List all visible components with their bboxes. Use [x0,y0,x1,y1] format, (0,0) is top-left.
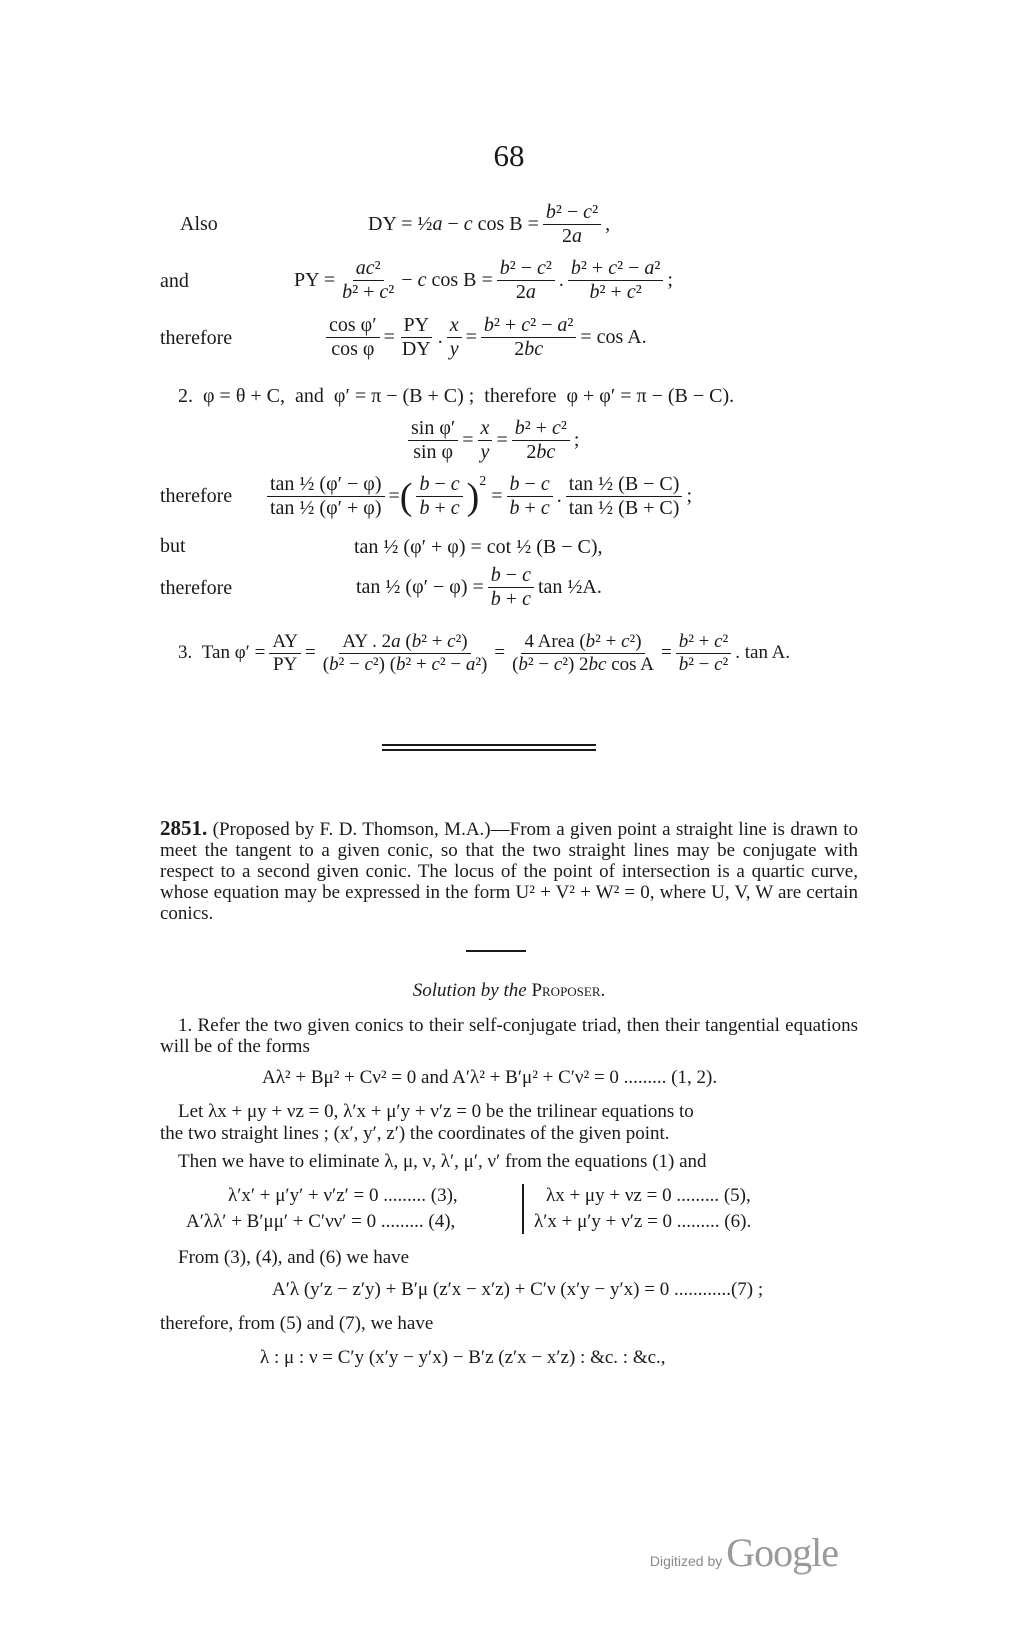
item2-line: 2. φ = θ + C, and φ′ = π − (B + C) ; therefore φ + φ′ = π − (B − C). [178,385,735,407]
also-label: Also [180,213,218,235]
digitized-label: Digitized by [649,1553,723,1569]
therefore-equation-3: tan ½ (φ′ − φ) = $\frac{b - c}{b + c}$ tan ½A. [356,564,602,610]
column-divider [522,1184,524,1234]
page-number: 68 [493,138,525,173]
separator-rule-bottom [382,749,596,751]
solution-paragraph-5: therefore, from (5) and (7), we have [160,1313,434,1334]
equation-4: A′λλ′ + B′μμ′ + C′νν′ = 0 ......... (4), [186,1211,456,1232]
solution-paragraph-4: From (3), (4), and (6) we have [178,1247,410,1268]
and-equation: PY = $\frac{\text{ac²}}{\text{b² + c²}}$ − c cos B = $\frac{\text{b² − c²}}{2a}$ . $\frac{\text{b² + c² − a²}}{\text{b² + c²}}$ ; [294,257,673,303]
therefore-label-1: therefore [160,327,233,349]
but-label: but [160,535,186,557]
google-logo: Google [726,1530,838,1575]
solution-paragraph-2b: the two straight lines ; (x′, y′, z′) the coordinates of the given point. [160,1123,670,1144]
therefore-equation-1: $\frac{\text{cos φ′}}{\text{cos φ}}$ = $\frac{PY}{DY}$ . $\frac{x}{y}$ = $\frac{\text{b² + c² − a²}}{2bc}$ = cos A. [322,315,647,360]
solution-heading: Solution by the Proposer. [412,980,606,1001]
item2-sin-equation: $\frac{\text{sin φ′}}{\text{sin φ}}$ = $\frac{x}{y}$ = $\frac{\text{b² + c²}}{2bc}$ ; [404,418,579,463]
equation-7: A′λ (y′z − z′y) + B′μ (z′x − x′z) + C′ν (x′y − y′x) = 0 ............(7) ; [272,1279,764,1300]
also-equation: DY = ½a − c cos B = $\frac{\text{b² − c²}}{2a}$ , [368,201,611,247]
and-label: and [160,270,189,292]
solution-paragraph-3: Then we have to eliminate λ, μ, ν, λ′, μ′, ν′ from the equations (1) and [178,1151,707,1172]
problem-statement [160,818,858,924]
short-rule [466,950,526,952]
separator-rule-top [382,744,596,746]
equation-6: λ′x + μ′y + ν′z = 0 ......... (6). [534,1211,752,1232]
google-watermark [650,1529,838,1576]
item3-equation: 3. Tan φ′ = $\frac{AY}{PY}$ = $\frac{\text{AY . 2a (b² + c²)}}{\text{(b² − c²) (b² + c² − a²)}}$ = $\frac{\text{4 Area (b² + c²)}}{\text{(b² − c²) 2bc cos A}}$ = $\frac{\text{b² + c²}}{\text{b² − c²}}$ . tan A. [178,631,791,675]
therefore-label-3: therefore [160,577,233,599]
therefore-equation-2: $\frac{\text{tan ½ (φ′ − φ)}}{\text{tan ½ (φ′ + φ)}}$ = ( $\frac{b - c}{b + c}$ ) 2 = $\frac{b - c}{b + c}$ . $\frac{\text{tan ½ (B − C)}}{\text{tan ½ (B + C)}}$ ; [263,474,692,519]
problem-text: (Proposed by F. D. Thomson, M.A.)—From a given point a straight line is drawn to meet the tangent to a given conic, so that the two straight lines may be conjugate with respect to a second given conic. The locus of the point of intersection is a quartic curve, whose equation may be expressed in the form U² + V² + W² = 0, where U, V, W are certain conics. [160,819,858,924]
equation-1-2: Aλ² + Bμ² + Cν² = 0 and A′λ² + B′μ² + C′ν² = 0 ......... (1, 2). [262,1067,718,1088]
equation-5: λx + μy + νz = 0 ......... (5), [546,1185,751,1206]
therefore-label-2: therefore [160,485,233,507]
equation-3: λ′x′ + μ′y′ + ν′z′ = 0 ......... (3), [228,1185,458,1206]
equation-8: λ : μ : ν = C′y (x′y − y′x) − B′z (z′x − x′z) : &c. : &c., [260,1347,666,1368]
solution-paragraph-1: 1. Refer the two given conics to their self-conjugate triad, then their tangential equations will be of the forms [160,1015,858,1057]
solution-paragraph-2a: Let λx + μy + νz = 0, λ′x + μ′y + ν′z = 0 be the trilinear equations to [178,1101,694,1122]
problem-number: 2851. [160,816,208,840]
but-equation: tan ½ (φ′ + φ) = cot ½ (B − C), [354,536,603,558]
